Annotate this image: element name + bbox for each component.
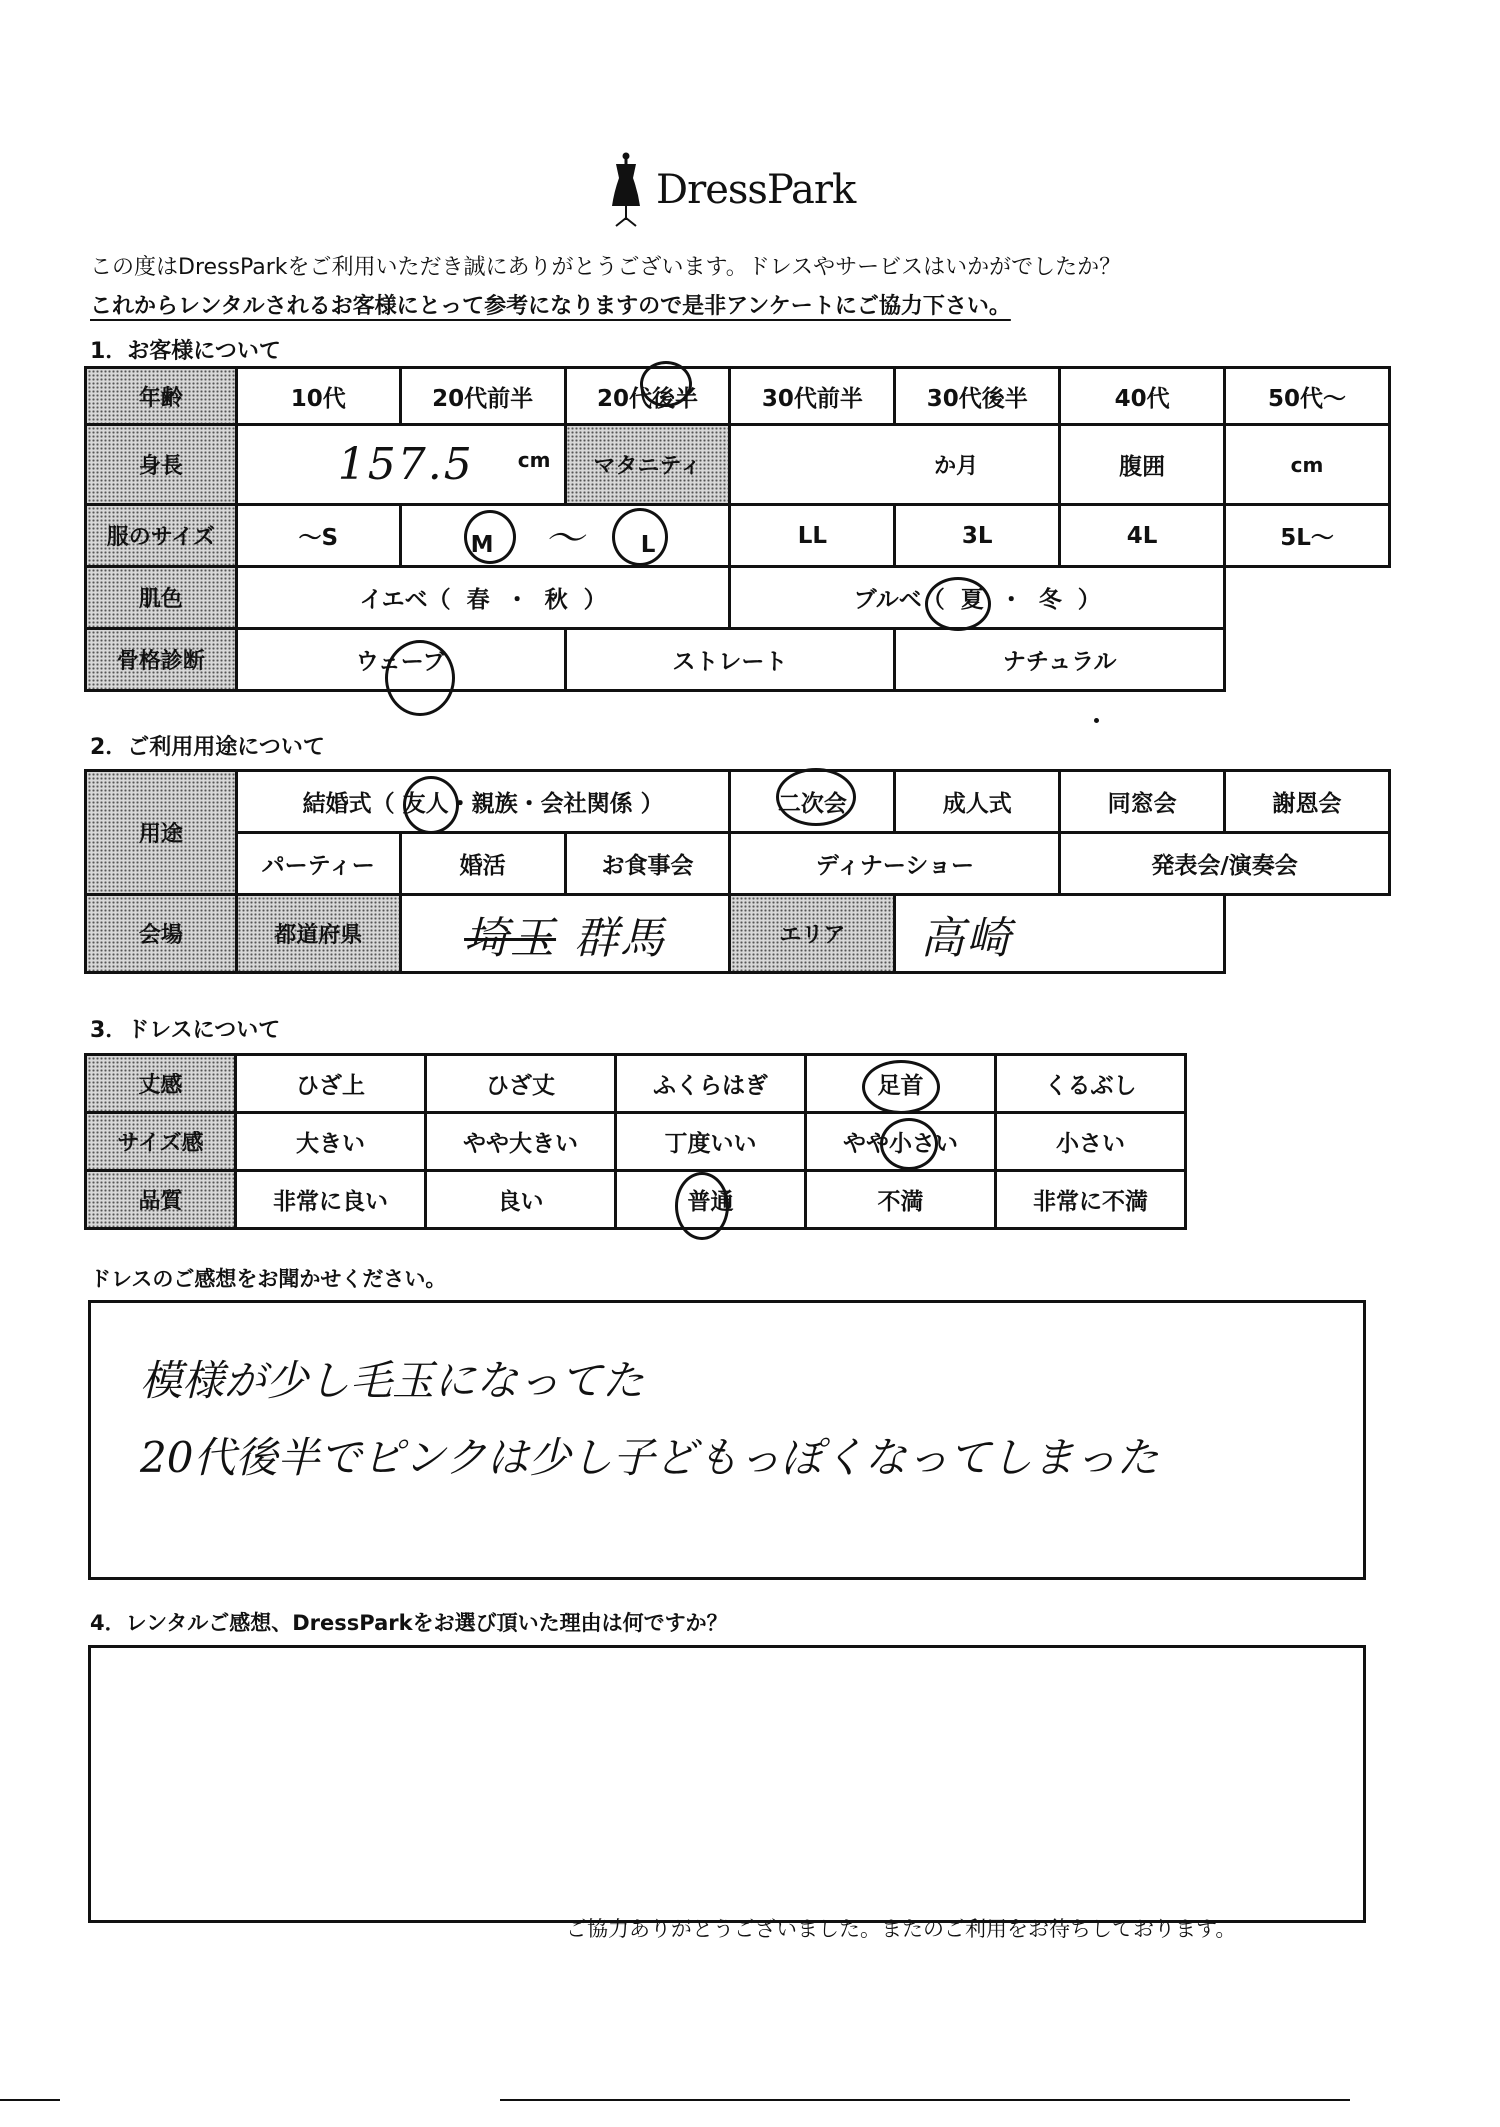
body-option-selected[interactable]: ウェーブ <box>236 629 565 691</box>
height-label: 身長 <box>86 425 237 505</box>
length-option[interactable]: ひざ上 <box>236 1055 426 1113</box>
fit-option[interactable]: 小さい <box>996 1113 1186 1171</box>
purpose-option-wedding[interactable]: 結婚式（ 友人・親族・会社関係 ） <box>236 771 730 833</box>
length-option[interactable]: ひざ丈 <box>426 1055 616 1113</box>
comment-line-1: 模様が少し毛玉になってた <box>140 1356 645 1405</box>
quality-option[interactable]: 不満 <box>806 1171 996 1229</box>
age-option[interactable]: 10代 <box>236 368 400 425</box>
quality-option-selected[interactable]: 普通 <box>616 1171 806 1229</box>
length-label: 丈感 <box>86 1055 236 1113</box>
prefecture-field[interactable] <box>400 895 730 973</box>
size-option-m: M <box>470 532 494 558</box>
size-option[interactable]: 5L～ <box>1225 505 1390 567</box>
fit-option[interactable]: 丁度いい <box>616 1113 806 1171</box>
fit-option[interactable]: 大きい <box>236 1113 426 1171</box>
venue-label: 会場 <box>86 895 237 973</box>
height-value: 157.5 <box>337 439 474 490</box>
selection-circle <box>640 361 692 407</box>
selection-circle <box>880 1118 938 1170</box>
maternity-label: マタニティ <box>565 425 730 505</box>
length-option[interactable]: くるぶし <box>996 1055 1186 1113</box>
skin-label: 肌色 <box>86 567 237 629</box>
month-unit: か月 <box>934 454 979 479</box>
body-option[interactable]: ナチュラル <box>895 629 1225 691</box>
fit-option[interactable]: やや大きい <box>426 1113 616 1171</box>
brand-logo <box>610 150 855 230</box>
purpose-option[interactable]: ディナーショー <box>730 833 1060 895</box>
quality-option[interactable]: 非常に良い <box>236 1171 426 1229</box>
area-label: エリア <box>730 895 895 973</box>
footer-message: ご協力ありがとうございました。またのご利用をお待ちしております。 <box>566 1917 1237 1941</box>
purpose-option[interactable]: パーティー <box>236 833 400 895</box>
size-range-tilde: ～ <box>544 516 587 562</box>
length-option[interactable]: ふくらはぎ <box>616 1055 806 1113</box>
age-option[interactable]: 30代前半 <box>730 368 895 425</box>
scan-line <box>500 2099 1350 2101</box>
body-option[interactable]: ストレート <box>565 629 895 691</box>
skin-blue-option[interactable]: ブルベ（ 夏 ・ 冬 ） <box>730 567 1225 629</box>
purpose-table <box>84 769 1391 974</box>
body-label: 骨格診断 <box>86 629 237 691</box>
maternity-month-field[interactable] <box>730 425 1060 505</box>
section3-heading: 3．ドレスについて <box>90 1018 281 1043</box>
selection-circle <box>612 508 668 566</box>
quality-label: 品質 <box>86 1171 236 1229</box>
height-unit: cm <box>517 448 551 472</box>
comment-line-2: 20代後半でピンクは少し子どもっぽくなってしまった <box>140 1433 1159 1482</box>
customer-table <box>84 366 1391 692</box>
dress-table <box>84 1053 1187 1230</box>
selection-circle <box>776 768 856 826</box>
waist-unit[interactable]: cm <box>1225 425 1390 505</box>
selection-circle <box>385 640 455 716</box>
height-field[interactable] <box>236 425 565 505</box>
prefecture-value: 群馬 <box>574 912 667 964</box>
prefecture-label: 都道府県 <box>236 895 400 973</box>
area-value: 高崎 <box>920 912 1013 964</box>
size-option[interactable]: 3L <box>895 505 1060 567</box>
length-option-selected[interactable]: 足首 <box>806 1055 996 1113</box>
purpose-option[interactable]: 謝恩会 <box>1225 771 1390 833</box>
intro-line-1: この度はDressParkをご利用いただき誠にありがとうございます。ドレスやサービスはいかがでしたか？ <box>90 255 1122 280</box>
size-option[interactable]: 4L <box>1060 505 1225 567</box>
section2-heading: 2．ご利用用途について <box>90 735 325 760</box>
scan-line <box>0 2099 60 2101</box>
section1-heading: 1．お客様について <box>90 339 281 364</box>
selection-circle <box>675 1172 729 1240</box>
age-option[interactable]: 30代後半 <box>895 368 1060 425</box>
prefecture-struck-value: 埼玉 <box>464 912 557 964</box>
age-label: 年齢 <box>86 368 237 425</box>
size-label: 服のサイズ <box>86 505 237 567</box>
age-option[interactable]: 50代～ <box>1225 368 1390 425</box>
purpose-option[interactable]: 成人式 <box>895 771 1060 833</box>
selection-circle <box>862 1060 940 1114</box>
purpose-option[interactable]: お食事会 <box>565 833 730 895</box>
reason-box[interactable] <box>88 1645 1366 1923</box>
dress-form-icon <box>610 152 642 228</box>
age-option[interactable]: 40代 <box>1060 368 1225 425</box>
section4-heading: 4．レンタルご感想、DressParkをお選び頂いた理由は何ですか？ <box>90 1611 728 1635</box>
age-option-selected[interactable]: 20代後半 <box>565 368 730 425</box>
scan-speck <box>1094 718 1099 723</box>
purpose-option[interactable]: 発表会/演奏会 <box>1060 833 1390 895</box>
selection-circle <box>403 776 459 834</box>
size-option[interactable]: LL <box>730 505 895 567</box>
age-option[interactable]: 20代前半 <box>400 368 565 425</box>
purpose-label: 用途 <box>86 771 237 895</box>
area-field[interactable] <box>895 895 1225 973</box>
size-range-selected[interactable] <box>400 505 730 567</box>
fit-option-selected[interactable]: やや小さい <box>806 1113 996 1171</box>
selection-circle <box>925 577 991 631</box>
quality-option[interactable]: 非常に不満 <box>996 1171 1186 1229</box>
quality-option[interactable]: 良い <box>426 1171 616 1229</box>
fit-label: サイズ感 <box>86 1113 236 1171</box>
intro-line-2: これからレンタルされるお客様にとって参考になりますので是非アンケートにご協力下さい。 <box>90 294 1011 319</box>
purpose-option[interactable]: 同窓会 <box>1060 771 1225 833</box>
selection-circle <box>464 510 516 564</box>
purpose-option[interactable]: 婚活 <box>400 833 565 895</box>
purpose-option-selected[interactable]: 二次会 <box>730 771 895 833</box>
skin-yellow-option[interactable]: イエベ（ 春 ・ 秋 ） <box>236 567 730 629</box>
comment-prompt: ドレスのご感想をお聞かせください。 <box>90 1267 447 1291</box>
brand-name: DressPark <box>656 167 856 213</box>
waist-label: 腹囲 <box>1060 425 1225 505</box>
size-option[interactable]: ～S <box>236 505 400 567</box>
size-option-l: L <box>640 532 656 558</box>
